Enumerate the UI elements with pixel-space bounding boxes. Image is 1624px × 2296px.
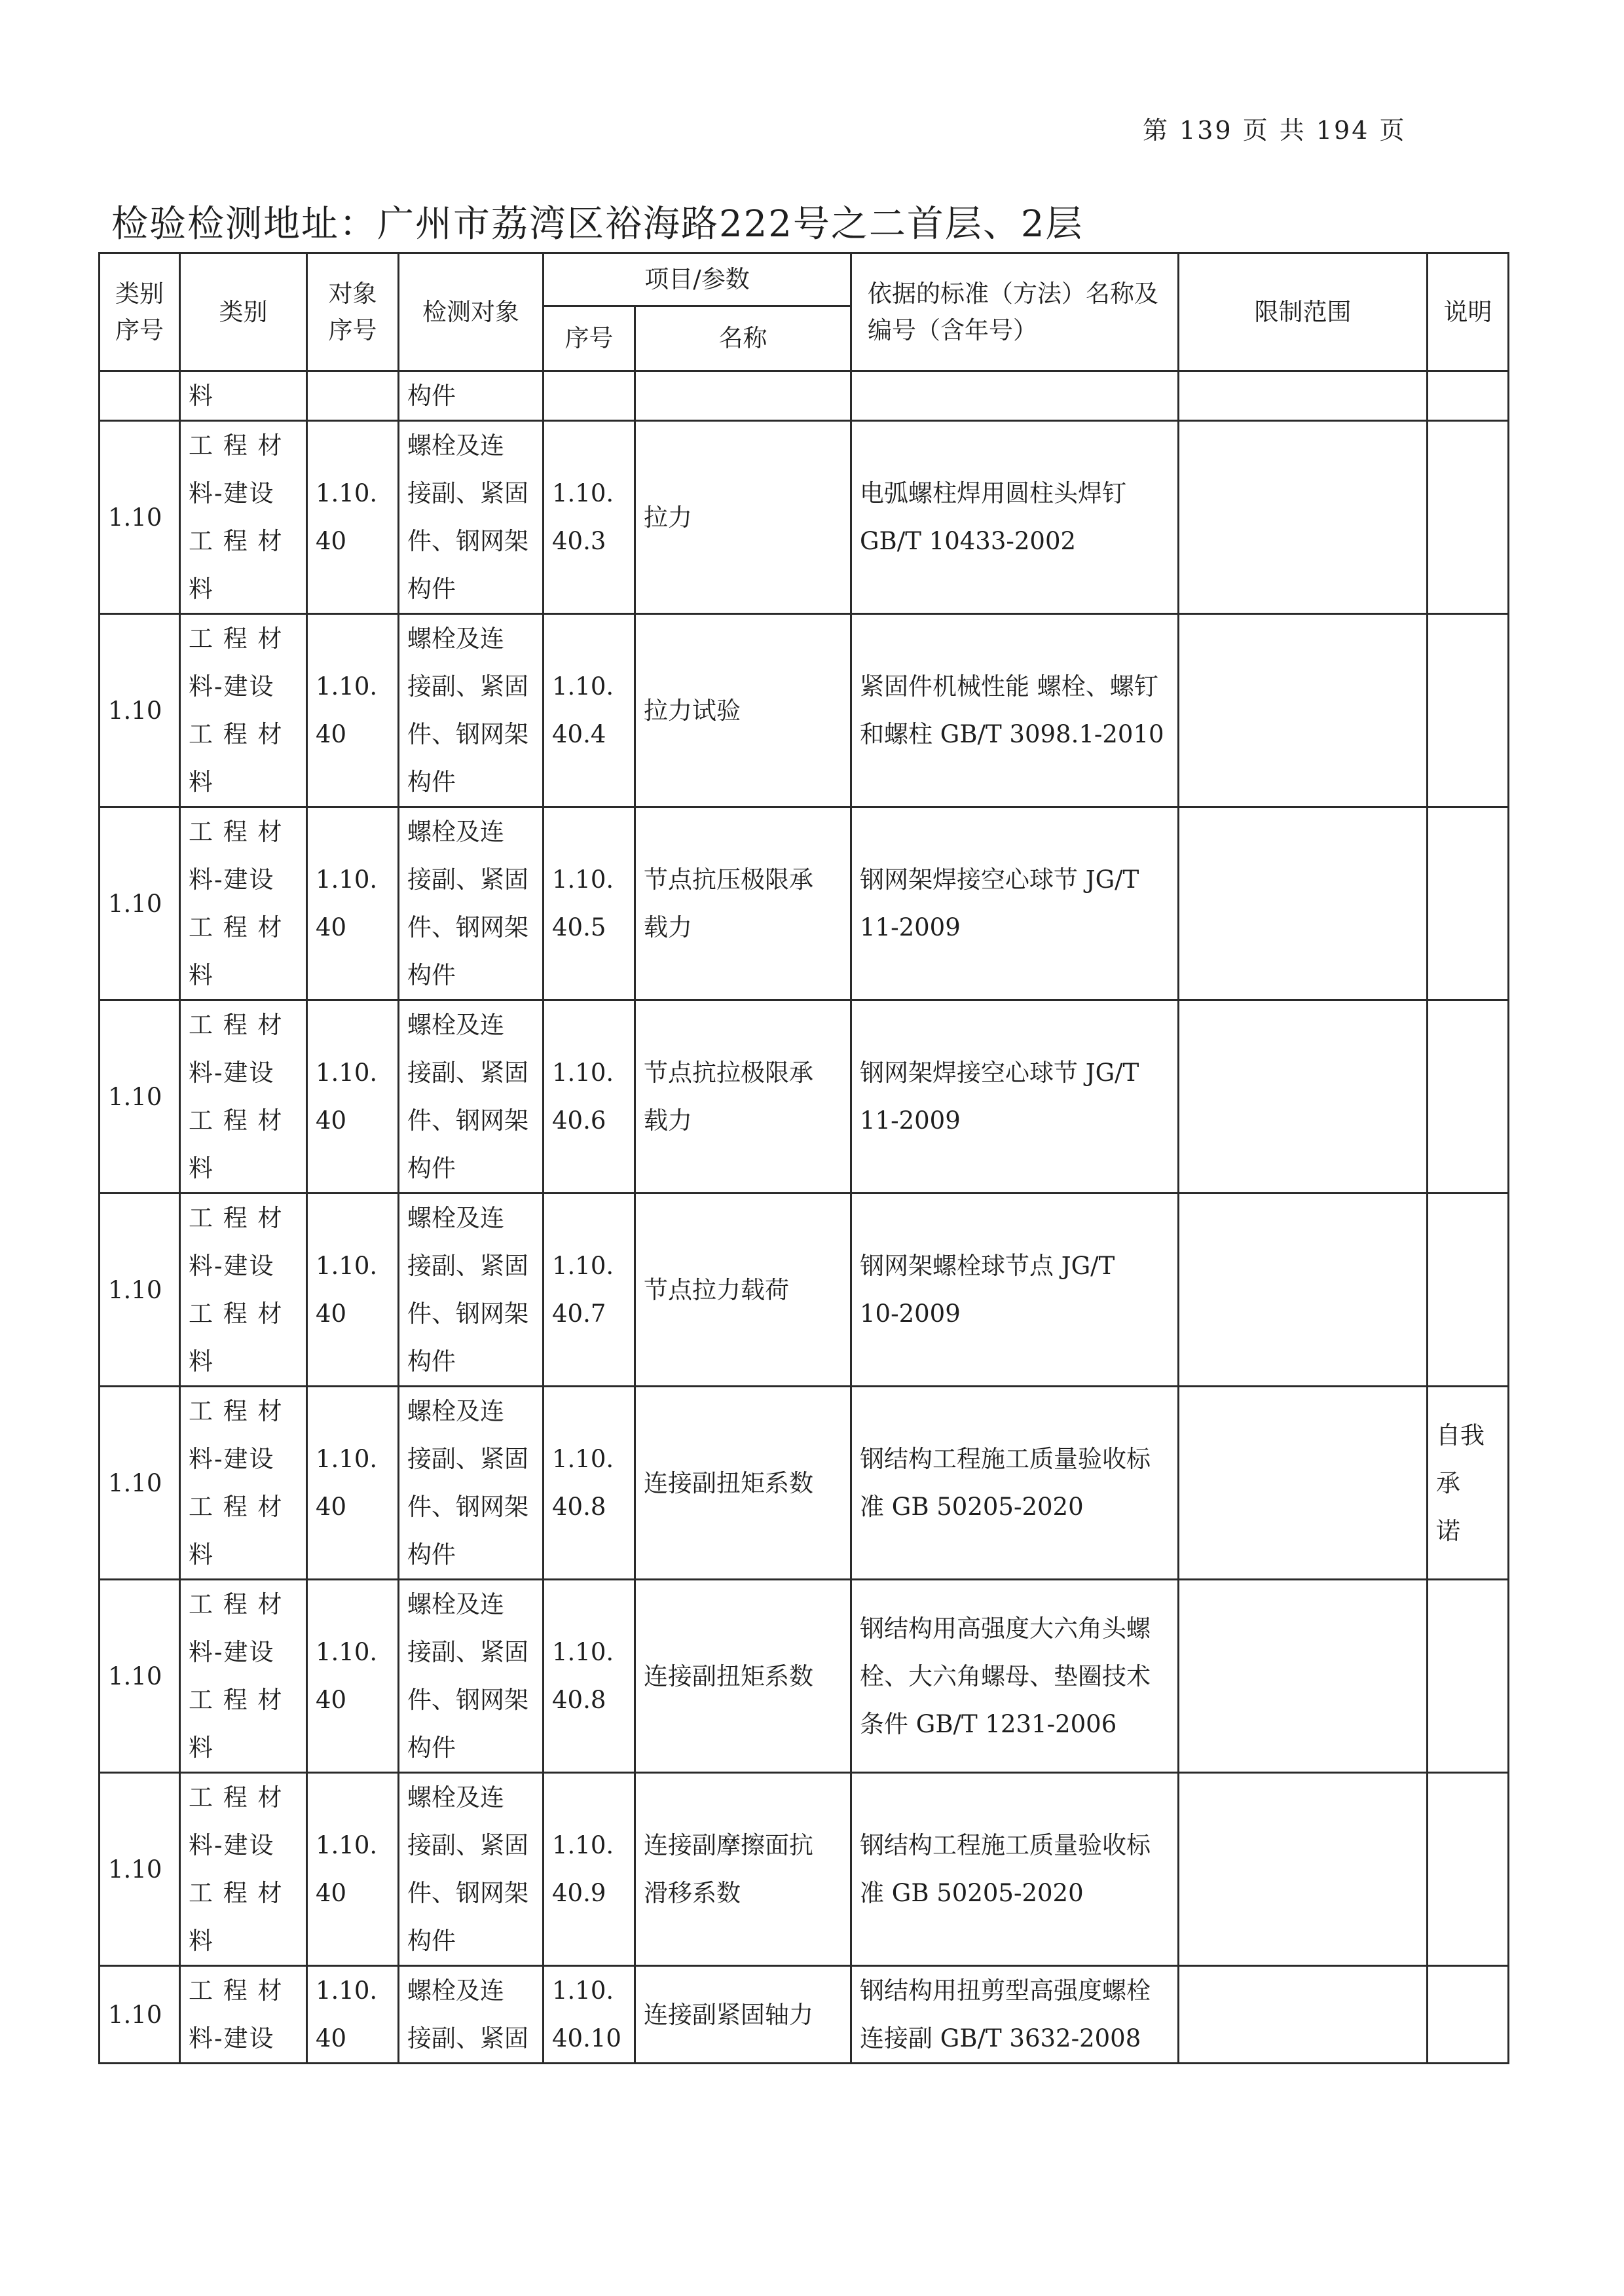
cell-object-no: 1.10. 40 [307, 1580, 399, 1773]
cell-category-no: 1.10 [100, 1966, 180, 2064]
cell-object: 螺栓及连 接副、紧固 件、钢网架 构件 [399, 1773, 544, 1966]
cell-limit [1179, 371, 1428, 421]
cell-item-no: 1.10. 40.3 [544, 421, 635, 614]
cell-limit [1179, 1773, 1428, 1966]
table-row [100, 1387, 1509, 1580]
page-number: 第 139 页 共 194 页 [1143, 116, 1407, 145]
cell-object-no: 1.10. 40 [307, 1194, 399, 1387]
cell-limit [1179, 614, 1428, 807]
cell-object: 螺栓及连 接副、紧固 件、钢网架 构件 [399, 1580, 544, 1773]
cell-object: 螺栓及连 接副、紧固 件、钢网架 构件 [399, 614, 544, 807]
cell-note [1428, 1966, 1509, 2064]
header-category: 类别 [180, 253, 307, 371]
cell-category: 工 程 材 料-建设 工 程 材 料 [180, 614, 307, 807]
cell-object: 构件 [399, 371, 544, 421]
cell-standard: 钢结构工程施工质量验收标 准 GB 50205-2020 [851, 1773, 1179, 1966]
header-standard: 依据的标准（方法）名称及 编号（含年号） [851, 253, 1179, 371]
cell-item-name: 拉力 [635, 421, 851, 614]
cell-category-no: 1.10 [100, 1773, 180, 1966]
cell-object: 螺栓及连 接副、紧固 件、钢网架 构件 [399, 1000, 544, 1194]
header-row-top [100, 253, 1509, 306]
cell-standard: 钢结构用扭剪型高强度螺栓 连接副 GB/T 3632-2008 [851, 1966, 1179, 2064]
cell-item-name: 节点拉力载荷 [635, 1194, 851, 1387]
cell-object-no: 1.10. 40 [307, 1773, 399, 1966]
cell-item-name: 连接副扭矩系数 [635, 1387, 851, 1580]
cell-limit [1179, 1000, 1428, 1194]
cell-item-no: 1.10. 40.6 [544, 1000, 635, 1194]
cell-note [1428, 614, 1509, 807]
header-object-no: 对象 序号 [307, 253, 399, 371]
cell-item-no [544, 371, 635, 421]
cell-item-name: 连接副摩擦面抗 滑移系数 [635, 1773, 851, 1966]
cell-item-no: 1.10. 40.4 [544, 614, 635, 807]
header-note: 说明 [1428, 253, 1509, 371]
table-row [100, 614, 1509, 807]
cell-category: 工 程 材 料-建设 工 程 材 料 [180, 1580, 307, 1773]
continued-row [100, 371, 1509, 421]
cell-category-no: 1.10 [100, 1580, 180, 1773]
cell-note [1428, 1580, 1509, 1773]
cell-object-no: 1.10. 40 [307, 421, 399, 614]
cell-limit [1179, 1966, 1428, 2064]
header-item-param: 项目/参数 [544, 253, 851, 306]
cell-note [1428, 1000, 1509, 1194]
header-category-no: 类别 序号 [100, 253, 180, 371]
cell-note [1428, 1194, 1509, 1387]
cell-category-no: 1.10 [100, 614, 180, 807]
table-row [100, 1966, 1509, 2064]
table-row [100, 1580, 1509, 1773]
table-row [100, 1194, 1509, 1387]
cell-object-no: 1.10. 40 [307, 1966, 399, 2064]
cell-standard: 钢网架焊接空心球节 JG/T 11-2009 [851, 807, 1179, 1000]
cell-note [1428, 807, 1509, 1000]
cell-item-no: 1.10. 40.8 [544, 1387, 635, 1580]
cell-category: 工 程 材 料-建设 工 程 材 料 [180, 1773, 307, 1966]
cell-item-no: 1.10. 40.5 [544, 807, 635, 1000]
cell-note [1428, 371, 1509, 421]
header-limit: 限制范围 [1179, 253, 1428, 371]
cell-category: 料 [180, 371, 307, 421]
cell-category-no: 1.10 [100, 807, 180, 1000]
header-object: 检测对象 [399, 253, 544, 371]
table-row [100, 807, 1509, 1000]
cell-category-no: 1.10 [100, 1194, 180, 1387]
cell-category: 工 程 材 料-建设 [180, 1966, 307, 2064]
cell-limit [1179, 1387, 1428, 1580]
cell-limit [1179, 1580, 1428, 1773]
accreditation-table [98, 252, 1509, 2064]
cell-category-no: 1.10 [100, 421, 180, 614]
cell-object: 螺栓及连 接副、紧固 件、钢网架 构件 [399, 1387, 544, 1580]
cell-object-no: 1.10. 40 [307, 1000, 399, 1194]
cell-item-no: 1.10. 40.8 [544, 1580, 635, 1773]
testing-address: 检验检测地址：广州市荔湾区裕海路222号之二首层、2层 [111, 203, 1084, 246]
cell-object: 螺栓及连 接副、紧固 件、钢网架 构件 [399, 421, 544, 614]
cell-note: 自我承 诺 [1428, 1387, 1509, 1580]
cell-object: 螺栓及连 接副、紧固 件、钢网架 构件 [399, 807, 544, 1000]
cell-item-name [635, 371, 851, 421]
table-row [100, 421, 1509, 614]
cell-standard: 钢网架焊接空心球节 JG/T 11-2009 [851, 1000, 1179, 1194]
header-item-no: 序号 [544, 306, 635, 371]
cell-item-no: 1.10. 40.9 [544, 1773, 635, 1966]
cell-category: 工 程 材 料-建设 工 程 材 料 [180, 1194, 307, 1387]
table-row [100, 1000, 1509, 1194]
cell-limit [1179, 421, 1428, 614]
cell-category: 工 程 材 料-建设 工 程 材 料 [180, 1387, 307, 1580]
cell-category-no: 1.10 [100, 1000, 180, 1194]
cell-limit [1179, 1194, 1428, 1387]
table-row [100, 1773, 1509, 1966]
cell-item-name: 拉力试验 [635, 614, 851, 807]
cell-object: 螺栓及连 接副、紧固 [399, 1966, 544, 2064]
cell-category: 工 程 材 料-建设 工 程 材 料 [180, 1000, 307, 1194]
cell-note [1428, 1773, 1509, 1966]
cell-category: 工 程 材 料-建设 工 程 材 料 [180, 421, 307, 614]
cell-object-no: 1.10. 40 [307, 614, 399, 807]
cell-item-name: 连接副紧固轴力 [635, 1966, 851, 2064]
cell-item-name: 节点抗压极限承 载力 [635, 807, 851, 1000]
cell-category: 工 程 材 料-建设 工 程 材 料 [180, 807, 307, 1000]
cell-note [1428, 421, 1509, 614]
cell-category-no [100, 371, 180, 421]
cell-standard: 钢结构工程施工质量验收标 准 GB 50205-2020 [851, 1387, 1179, 1580]
cell-item-no: 1.10. 40.7 [544, 1194, 635, 1387]
cell-standard: 电弧螺柱焊用圆柱头焊钉 GB/T 10433-2002 [851, 421, 1179, 614]
cell-standard: 紧固件机械性能 螺栓、螺钉 和螺柱 GB/T 3098.1-2010 [851, 614, 1179, 807]
cell-object: 螺栓及连 接副、紧固 件、钢网架 构件 [399, 1194, 544, 1387]
cell-limit [1179, 807, 1428, 1000]
cell-standard: 钢结构用高强度大六角头螺 栓、大六角螺母、垫圈技术 条件 GB/T 1231-2006 [851, 1580, 1179, 1773]
cell-item-no: 1.10. 40.10 [544, 1966, 635, 2064]
cell-standard: 钢网架螺栓球节点 JG/T 10-2009 [851, 1194, 1179, 1387]
cell-object-no [307, 371, 399, 421]
cell-object-no: 1.10. 40 [307, 1387, 399, 1580]
cell-item-name: 节点抗拉极限承 载力 [635, 1000, 851, 1194]
header-item-name: 名称 [635, 306, 851, 371]
cell-item-name: 连接副扭矩系数 [635, 1580, 851, 1773]
cell-object-no: 1.10. 40 [307, 807, 399, 1000]
cell-standard [851, 371, 1179, 421]
cell-category-no: 1.10 [100, 1387, 180, 1580]
